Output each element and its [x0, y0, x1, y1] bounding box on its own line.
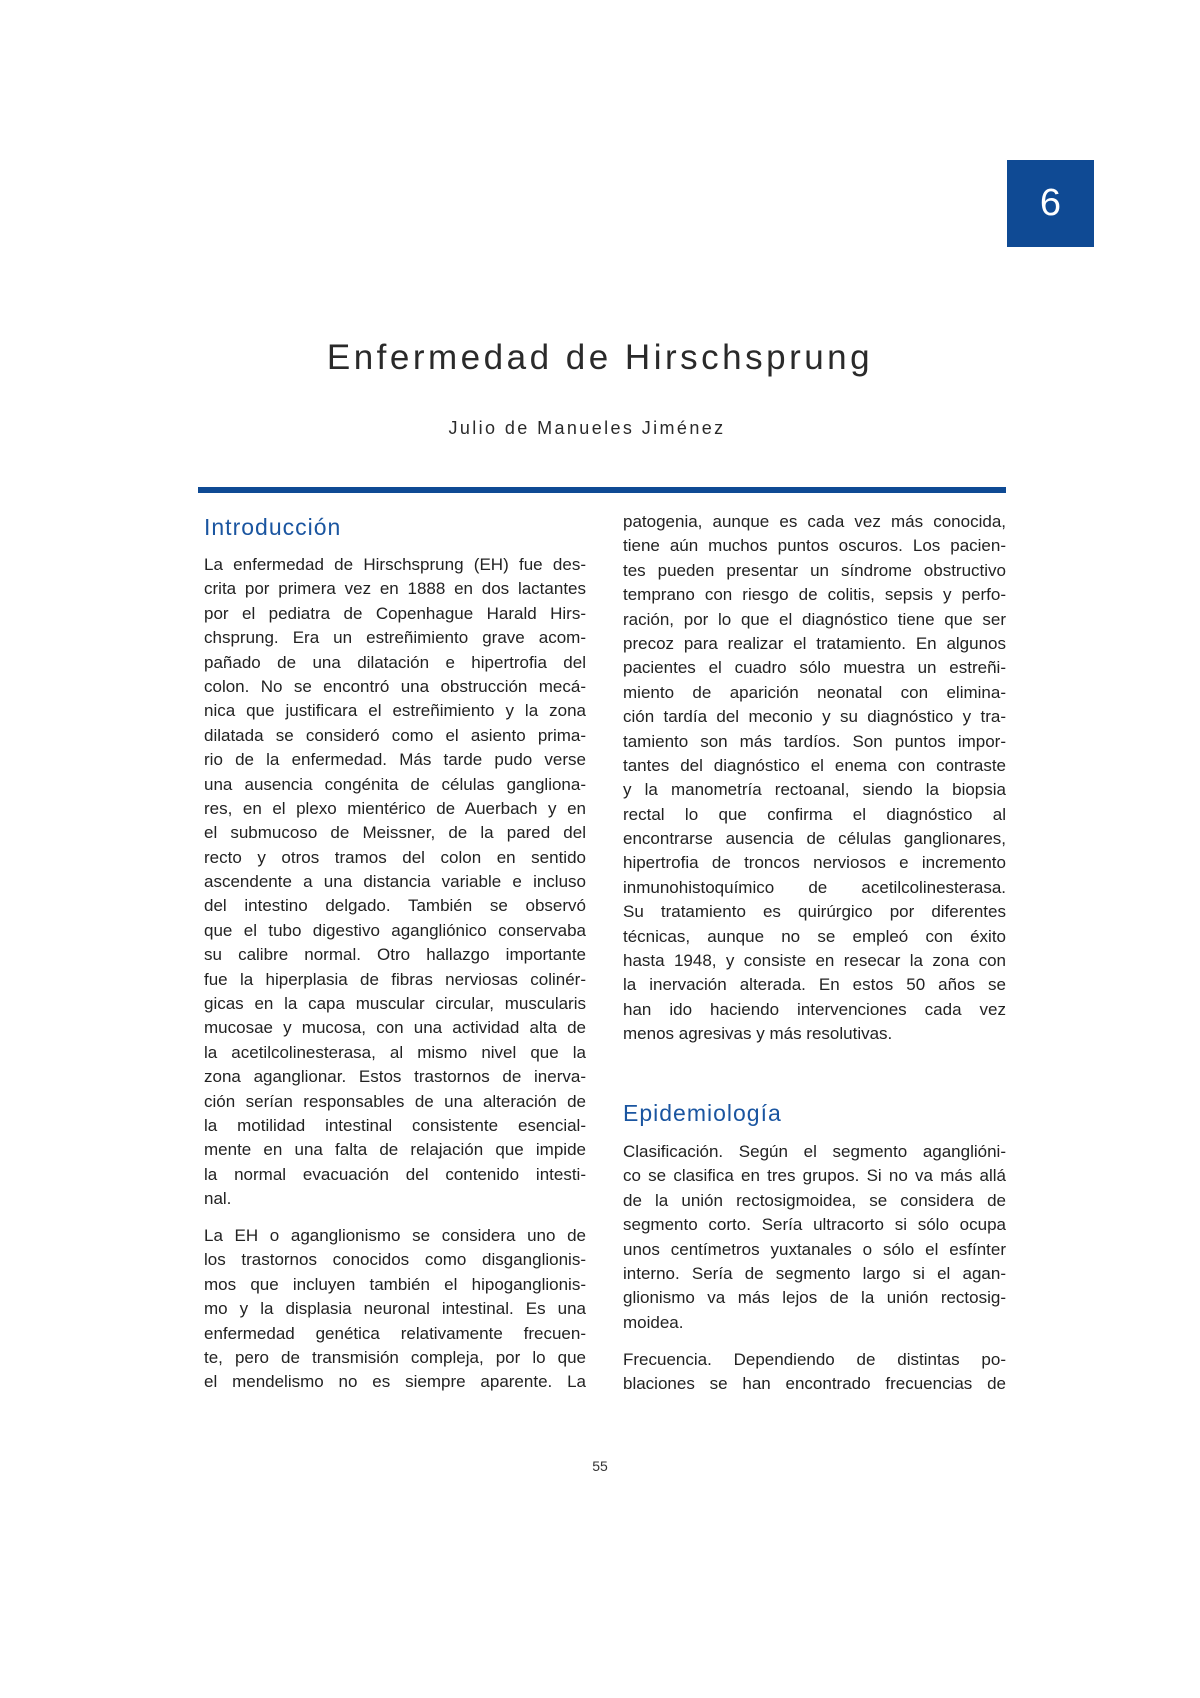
text-line: una ausencia congénita de células gangliona-: [204, 774, 586, 794]
paragraph-intro-2: [204, 1224, 586, 1395]
text-line: el mendelismo no es siempre aparente. La: [204, 1372, 586, 1392]
chapter-author: Julio de Manueles Jiménez: [448, 418, 726, 438]
text-line: temprano con riesgo de colitis, sepsis y perfo-: [623, 585, 1006, 605]
paragraph-intro-continuation: [623, 510, 1006, 1047]
section-heading-epidemiologia: Epidemiología: [623, 1100, 782, 1126]
text-line: gicas en la capa muscular circular, muscularis: [204, 994, 586, 1014]
text-line: del intestino delgado. También se observó: [204, 896, 586, 916]
text-line: colon. No se encontró una obstrucción mecá-: [204, 676, 586, 696]
text-line: glionismo va más lejos de la unión rectosig-: [623, 1288, 1006, 1308]
text-line: fue la hiperplasia de fibras nerviosas colinér-: [204, 969, 586, 989]
text-line: Frecuencia. Dependiendo de distintas po-: [623, 1350, 1006, 1369]
section-heading-introduccion: Introducción: [204, 514, 342, 540]
text-line: interno. Sería de segmento largo si el agan-: [623, 1263, 1006, 1283]
text-line: de la unión rectosigmoidea, se considera de: [623, 1190, 1006, 1210]
text-line: pacientes el cuadro sólo muestra un estreñi-: [623, 658, 1006, 678]
text-line: la inervación alterada. En estos 50 años se: [623, 975, 1006, 995]
text-line: La enfermedad de Hirschsprung (EH) fue des-: [204, 555, 586, 574]
page-number: 55: [592, 1458, 608, 1474]
text-line: segmento corto. Sería ultracorto si sólo ocupa: [623, 1215, 1006, 1235]
text-line: su calibre normal. Otro hallazgo importante: [204, 945, 586, 965]
text-line: nal.: [204, 1189, 232, 1209]
text-line: mo y la displasia neuronal intestinal. Es una: [204, 1299, 586, 1319]
text-line: rio de la enfermedad. Más tarde pudo verse: [204, 750, 586, 770]
text-line: res, en el plexo mientérico de Auerbach y en: [204, 798, 586, 818]
text-line: ción tardía del meconio y su diagnóstico y tra-: [623, 707, 1006, 727]
text-line: inmunohistoquímico de acetilcolinesterasa.: [623, 877, 1006, 897]
text-line: miento de aparición neonatal con elimina-: [623, 682, 1006, 702]
text-line: Clasificación. Según el segmento aganglióni-: [623, 1142, 1006, 1161]
text-line: menos agresivas y más resolutivas.: [623, 1024, 893, 1044]
text-line: dilatada se consideró como el asiento prima-: [204, 725, 586, 745]
text-line: crita por primera vez en 1888 en dos lactantes: [204, 579, 586, 599]
text-line: que el tubo digestivo agangliónico conservaba: [204, 920, 586, 940]
paragraph-clasificacion: [623, 1140, 1006, 1335]
text-line: tiene aún muchos puntos oscuros. Los pacien-: [623, 536, 1006, 556]
text-line: La EH o aganglionismo se considera uno de: [204, 1226, 586, 1245]
text-line: mente en una falta de relajación que impide: [204, 1140, 586, 1160]
paragraph-frecuencia: [623, 1348, 1006, 1397]
text-line: por el pediatra de Copenhague Harald Hirs-: [204, 603, 586, 623]
text-line: la acetilcolinesterasa, al mismo nivel que la: [204, 1042, 586, 1062]
text-line: y la manometría rectoanal, siendo la biopsia: [623, 780, 1006, 800]
text-line: encontrarse ausencia de células ganglionares,: [623, 829, 1006, 849]
text-line: blaciones se han encontrado frecuencias de: [623, 1374, 1006, 1394]
text-line: hasta 1948, y consiste en resecar la zona con: [623, 951, 1006, 971]
text-line: te, pero de transmisión compleja, por lo que: [204, 1347, 586, 1367]
text-line: tes pueden presentar un síndrome obstructivo: [623, 560, 1006, 580]
text-line: han ido haciendo intervenciones cada vez: [623, 999, 1006, 1019]
text-line: Su tratamiento es quirúrgico por diferentes: [623, 902, 1006, 922]
text-line: enfermedad genética relativamente frecuen-: [204, 1323, 586, 1343]
text-line: ascendente a una distancia variable e incluso: [204, 872, 586, 892]
text-line: mos que incluyen también el hipoganglionis-: [204, 1274, 586, 1294]
text-line: ción serían responsables de una alteración de: [204, 1091, 586, 1111]
text-line: los trastornos conocidos como disganglionis-: [204, 1250, 586, 1270]
text-line: técnicas, aunque no se empleó con éxito: [623, 926, 1006, 946]
text-line: rectal lo que confirma el diagnóstico al: [623, 804, 1006, 824]
text-line: co se clasifica en tres grupos. Si no va más allá: [623, 1166, 1006, 1186]
text-line: el submucoso de Meissner, de la pared del: [204, 823, 586, 843]
text-line: unos centímetros yuxtanales o sólo el esfínter: [623, 1239, 1006, 1259]
chapter-number-badge: 6: [1007, 160, 1094, 247]
text-line: ración, por lo que el diagnóstico tiene que ser: [623, 609, 1006, 629]
text-line: tantes del diagnóstico el enema con contraste: [623, 755, 1006, 775]
text-line: nica que justificara el estreñimiento y la zona: [204, 701, 586, 721]
text-line: precoz para realizar el tratamiento. En algunos: [623, 633, 1006, 653]
chapter-title: Enfermedad de Hirschsprung: [326, 338, 874, 377]
paragraph-intro-1: [204, 553, 586, 1212]
text-line: recto y otros tramos del colon en sentido: [204, 847, 586, 867]
text-line: hipertrofia de troncos nerviosos e incremento: [623, 853, 1006, 873]
text-line: la normal evacuación del contenido intesti-: [204, 1164, 586, 1184]
text-line: zona aganglionar. Estos trastornos de inerva-: [204, 1067, 586, 1087]
text-line: tamiento son más tardíos. Son puntos impor-: [623, 731, 1006, 751]
text-line: moidea.: [623, 1312, 684, 1332]
text-line: la motilidad intestinal consistente esencial-: [204, 1115, 586, 1135]
text-line: patogenia, aunque es cada vez más conocida,: [623, 512, 1006, 531]
text-line: pañado de una dilatación e hipertrofia del: [204, 652, 586, 672]
title-divider: [198, 487, 1006, 493]
text-line: chsprung. Era un estreñimiento grave acom-: [204, 628, 586, 648]
text-line: mucosae y mucosa, con una actividad alta de: [204, 1018, 586, 1038]
